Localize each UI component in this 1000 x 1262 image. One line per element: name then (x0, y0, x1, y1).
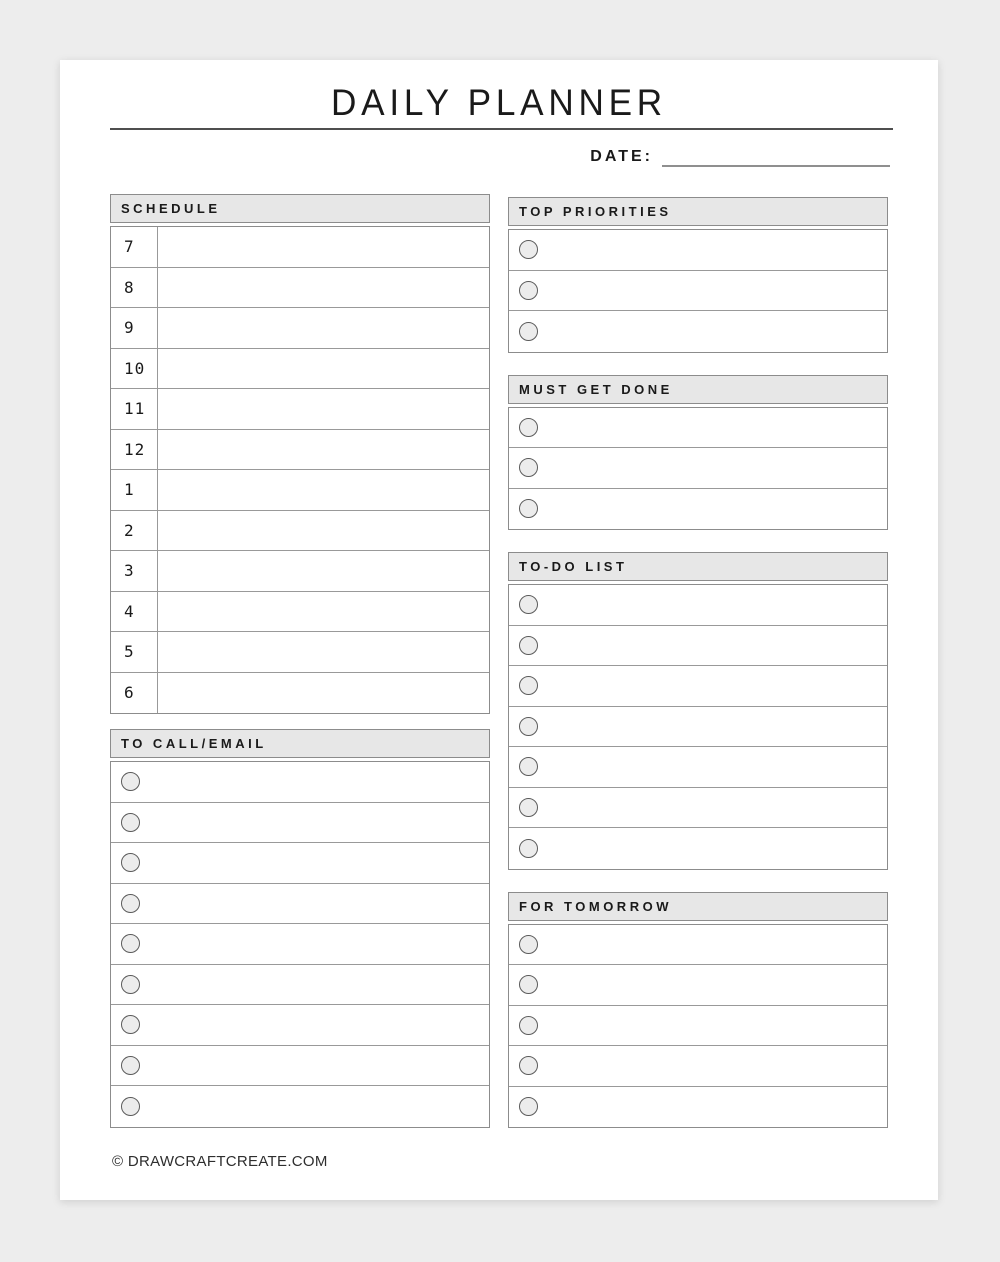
list-item (111, 1086, 489, 1127)
schedule-entry-slot (158, 592, 489, 632)
left-column (110, 194, 490, 1128)
list-item (509, 626, 887, 667)
bullet-circle-icon (519, 1097, 538, 1116)
page-title: DAILY PLANNER (331, 82, 667, 123)
schedule-row (111, 592, 489, 633)
to-call-email-list (110, 761, 490, 1128)
list-item (111, 924, 489, 965)
bullet-circle-icon (519, 458, 538, 477)
list-item (509, 230, 887, 271)
bullet-circle-icon (519, 636, 538, 655)
schedule-table (110, 226, 490, 714)
date-row (590, 146, 890, 167)
schedule-entry-slot (158, 349, 489, 389)
bullet-circle-icon (519, 757, 538, 776)
bullet-circle-icon (519, 676, 538, 695)
bullet-circle-icon (121, 1056, 140, 1075)
list-item (509, 1006, 887, 1047)
todo-list (508, 584, 888, 870)
schedule-header: SCHEDULE (110, 194, 490, 223)
bullet-circle-icon (121, 894, 140, 913)
list-item (509, 311, 887, 352)
schedule-row (111, 470, 489, 511)
schedule-entry-slot (158, 389, 489, 429)
bullet-circle-icon (519, 322, 538, 341)
top-priorities-section (508, 197, 888, 353)
for-tomorrow-section (508, 892, 888, 1129)
todo-list-header: TO-DO LIST (508, 552, 888, 581)
date-label: DATE: (590, 148, 653, 165)
list-item (111, 762, 489, 803)
bullet-circle-icon (519, 935, 538, 954)
bullet-circle-icon (121, 853, 140, 872)
list-item (509, 788, 887, 829)
bullet-circle-icon (519, 798, 538, 817)
schedule-row (111, 227, 489, 268)
schedule-hour-label: 12 (111, 430, 158, 470)
list-item (509, 1087, 887, 1128)
right-column (508, 197, 888, 1128)
schedule-hour-label: 3 (111, 551, 158, 591)
list-item (111, 1005, 489, 1046)
top-priorities-header: TOP PRIORITIES (508, 197, 888, 226)
schedule-row (111, 430, 489, 471)
schedule-entry-slot (158, 268, 489, 308)
list-item (509, 585, 887, 626)
bullet-circle-icon (519, 240, 538, 259)
title-divider (110, 128, 893, 130)
list-item (509, 489, 887, 530)
bullet-circle-icon (121, 813, 140, 832)
list-item (509, 271, 887, 312)
schedule-row (111, 673, 489, 714)
must-get-done-section (508, 375, 888, 531)
bullet-circle-icon (519, 839, 538, 858)
for-tomorrow-list (508, 924, 888, 1129)
bullet-circle-icon (519, 717, 538, 736)
schedule-hour-label: 5 (111, 632, 158, 672)
bullet-circle-icon (121, 772, 140, 791)
schedule-row (111, 551, 489, 592)
schedule-section (110, 194, 490, 714)
schedule-row (111, 308, 489, 349)
to-call-email-header: TO CALL/EMAIL (110, 729, 490, 758)
schedule-entry-slot (158, 308, 489, 348)
for-tomorrow-header: FOR TOMORROW (508, 892, 888, 921)
bullet-circle-icon (519, 499, 538, 518)
schedule-entry-slot (158, 470, 489, 510)
bullet-circle-icon (519, 595, 538, 614)
top-priorities-list (508, 229, 888, 353)
list-item (509, 666, 887, 707)
schedule-hour-label: 6 (111, 673, 158, 714)
planner-page (60, 60, 938, 1200)
list-item (509, 965, 887, 1006)
bullet-circle-icon (121, 1015, 140, 1034)
bullet-circle-icon (519, 281, 538, 300)
schedule-hour-label: 7 (111, 227, 158, 267)
copyright-footer: © DRAWCRAFTCREATE.COM (112, 1153, 328, 1170)
bullet-circle-icon (519, 418, 538, 437)
schedule-hour-label: 2 (111, 511, 158, 551)
todo-list-section (508, 552, 888, 870)
list-item (509, 828, 887, 869)
date-fill-line (662, 146, 890, 167)
list-item (509, 925, 887, 966)
schedule-row (111, 268, 489, 309)
schedule-row (111, 511, 489, 552)
bullet-circle-icon (121, 975, 140, 994)
list-item (111, 884, 489, 925)
schedule-entry-slot (158, 632, 489, 672)
bullet-circle-icon (121, 934, 140, 953)
schedule-row (111, 632, 489, 673)
schedule-hour-label: 8 (111, 268, 158, 308)
bullet-circle-icon (519, 975, 538, 994)
schedule-entry-slot (158, 227, 489, 267)
list-item (111, 803, 489, 844)
must-get-done-list (508, 407, 888, 531)
list-item (111, 1046, 489, 1087)
list-item (509, 747, 887, 788)
schedule-hour-label: 10 (111, 349, 158, 389)
bullet-circle-icon (519, 1056, 538, 1075)
list-item (509, 707, 887, 748)
list-item (111, 965, 489, 1006)
schedule-hour-label: 9 (111, 308, 158, 348)
schedule-entry-slot (158, 430, 489, 470)
list-item (509, 1046, 887, 1087)
bullet-circle-icon (519, 1016, 538, 1035)
schedule-row (111, 389, 489, 430)
schedule-entry-slot (158, 511, 489, 551)
schedule-hour-label: 11 (111, 389, 158, 429)
must-get-done-header: MUST GET DONE (508, 375, 888, 404)
schedule-hour-label: 1 (111, 470, 158, 510)
list-item (111, 843, 489, 884)
list-item (509, 408, 887, 449)
schedule-entry-slot (158, 551, 489, 591)
list-item (509, 448, 887, 489)
schedule-hour-label: 4 (111, 592, 158, 632)
to-call-email-section (110, 729, 490, 1128)
bullet-circle-icon (121, 1097, 140, 1116)
schedule-row (111, 349, 489, 390)
schedule-entry-slot (158, 673, 489, 714)
